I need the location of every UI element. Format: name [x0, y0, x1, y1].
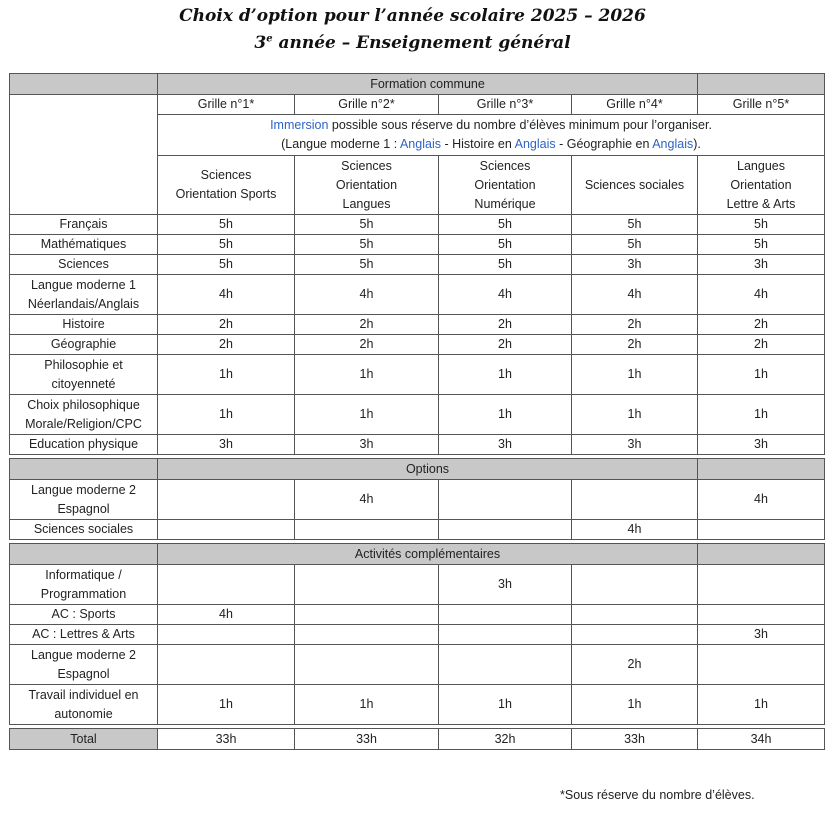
table-row — [10, 645, 825, 685]
row-label — [10, 355, 158, 395]
hours-cell: 1h — [572, 355, 698, 395]
hours-cell — [698, 565, 825, 605]
hours-cell: 5h — [158, 255, 295, 275]
row-label-line: Sciences — [58, 257, 109, 271]
options-table — [9, 458, 825, 540]
row-label — [10, 645, 158, 685]
orientation-line: Orientation — [730, 177, 792, 192]
total-value: 33h — [572, 729, 698, 750]
orientation-cell-1 — [158, 156, 295, 215]
immersion-text: (Langue moderne 1 : — [281, 137, 400, 151]
hours-cell: 4h — [295, 480, 439, 520]
hours-cell: 4h — [572, 520, 698, 540]
hours-cell: 5h — [439, 235, 572, 255]
formation-commune-table — [9, 73, 825, 455]
table-row — [10, 435, 825, 455]
row-label-line: Langue moderne 2 — [31, 647, 136, 662]
hours-cell: 3h — [572, 255, 698, 275]
hours-cell — [572, 625, 698, 645]
total-table — [9, 728, 825, 750]
hours-cell: 4h — [158, 605, 295, 625]
grid-header-2: Grille n°2* — [295, 95, 439, 115]
hours-cell: 2h — [698, 335, 825, 355]
orientation-cell-3 — [439, 156, 572, 215]
hours-cell: 4h — [698, 275, 825, 315]
immersion-line-1: possible sous réserve du nombre d’élèves minimum pour l’organiser. — [328, 118, 712, 132]
table-row — [10, 235, 825, 255]
table-row — [10, 255, 825, 275]
corner-cell — [10, 544, 158, 565]
table-row — [10, 605, 825, 625]
hours-cell: 5h — [295, 235, 439, 255]
orientation-cell-2 — [295, 156, 439, 215]
immersion-lang: Anglais — [514, 137, 556, 151]
row-label-line: Philosophie et — [44, 357, 123, 372]
orientation-line: Sciences — [200, 168, 252, 182]
total-value: 32h — [439, 729, 572, 750]
hours-cell — [572, 480, 698, 520]
heading-filler — [698, 74, 825, 95]
hours-cell: 1h — [698, 355, 825, 395]
hours-cell: 5h — [158, 235, 295, 255]
orientation-line: Langues — [737, 158, 785, 173]
section-heading: Options — [158, 459, 698, 480]
hours-cell: 5h — [698, 235, 825, 255]
hours-cell: 2h — [572, 315, 698, 335]
immersion-lang: Anglais — [399, 137, 441, 151]
table-row — [10, 395, 825, 435]
grid-header-1: Grille n°1* — [158, 95, 295, 115]
hours-cell: 3h — [572, 435, 698, 455]
hours-cell: 3h — [439, 565, 572, 605]
hours-cell: 4h — [158, 275, 295, 315]
page-title — [0, 6, 825, 26]
activites-table — [9, 543, 825, 725]
hours-cell: 2h — [439, 335, 572, 355]
hours-cell: 1h — [158, 355, 295, 395]
row-label — [10, 235, 158, 255]
hours-cell: 1h — [439, 355, 572, 395]
row-label-line: Histoire — [62, 317, 105, 331]
hours-cell — [572, 605, 698, 625]
row-label-line: AC : Lettres & Arts — [32, 627, 135, 641]
hours-cell: 5h — [698, 215, 825, 235]
grid-header-4: Grille n°4* — [572, 95, 698, 115]
grid-header-3: Grille n°3* — [439, 95, 572, 115]
hours-cell — [158, 565, 295, 605]
total-value: 34h — [698, 729, 825, 750]
hours-cell — [439, 480, 572, 520]
table-row — [10, 625, 825, 645]
corner-cell — [10, 459, 158, 480]
hours-cell: 2h — [295, 335, 439, 355]
heading-filler — [698, 544, 825, 565]
hours-cell: 1h — [158, 395, 295, 435]
row-label — [10, 520, 158, 540]
table-row — [10, 685, 825, 725]
table-row — [10, 335, 825, 355]
row-label — [10, 395, 158, 435]
subtitle-superscript: e — [266, 33, 273, 45]
row-label — [10, 255, 158, 275]
orientation-line: Lettre & Arts — [726, 196, 796, 211]
table-row — [10, 355, 825, 395]
row-label-line: Morale/Religion/CPC — [25, 416, 142, 431]
row-label-line: autonomie — [54, 706, 113, 721]
corner-cell — [10, 74, 158, 95]
table-row — [10, 480, 825, 520]
row-label-line: Français — [59, 217, 108, 231]
hours-cell: 2h — [158, 335, 295, 355]
hours-cell — [295, 520, 439, 540]
row-label-line: Education physique — [28, 437, 139, 451]
hours-cell: 1h — [698, 395, 825, 435]
row-label-line: Langue moderne 2 — [31, 482, 136, 497]
hours-cell: 5h — [295, 255, 439, 275]
immersion-word: Immersion — [270, 118, 329, 132]
hours-cell — [295, 605, 439, 625]
hours-cell: 1h — [295, 355, 439, 395]
hours-cell: 2h — [158, 315, 295, 335]
hours-cell — [439, 625, 572, 645]
section-heading: Formation commune — [158, 74, 698, 95]
hours-cell: 5h — [572, 215, 698, 235]
grid-header-5: Grille n°5* — [698, 95, 825, 115]
orientation-cell-4 — [572, 156, 698, 215]
footnote: *Sous réserve du nombre d’élèves. — [560, 788, 755, 802]
row-label — [10, 480, 158, 520]
row-label-line: Espagnol — [57, 501, 110, 516]
hours-cell — [439, 520, 572, 540]
blank-label-cell — [10, 95, 158, 215]
hours-cell: 3h — [158, 435, 295, 455]
hours-cell: 5h — [572, 235, 698, 255]
hours-cell: 4h — [295, 275, 439, 315]
hours-cell — [572, 565, 698, 605]
row-label-line: Mathématiques — [40, 237, 127, 251]
row-label-line: Sciences sociales — [33, 522, 134, 536]
total-label: Total — [10, 729, 158, 750]
row-label-line: Espagnol — [57, 666, 110, 681]
row-label-line: Travail individuel en — [28, 687, 139, 702]
immersion-text: - Géographie en — [555, 137, 653, 151]
hours-cell: 5h — [295, 215, 439, 235]
immersion-lang: Anglais — [652, 137, 694, 151]
row-label — [10, 315, 158, 335]
orientation-cell-5 — [698, 156, 825, 215]
hours-cell: 5h — [158, 215, 295, 235]
hours-cell — [158, 625, 295, 645]
hours-cell: 1h — [572, 395, 698, 435]
hours-cell: 1h — [439, 685, 572, 725]
hours-cell: 3h — [698, 435, 825, 455]
row-label-line: Programmation — [40, 586, 127, 601]
row-label-line: Langue moderne 1 — [31, 277, 136, 292]
table-row — [10, 520, 825, 540]
row-label-line: AC : Sports — [51, 607, 116, 621]
hours-cell: 4h — [698, 480, 825, 520]
hours-cell — [439, 605, 572, 625]
immersion-text: - Histoire en — [440, 137, 515, 151]
table-row — [10, 565, 825, 605]
hours-cell — [295, 625, 439, 645]
orientation-line: Orientation Sports — [175, 187, 277, 201]
hours-cell: 1h — [295, 395, 439, 435]
hours-cell — [439, 645, 572, 685]
hours-cell: 1h — [439, 395, 572, 435]
row-label-line: Choix philosophique — [27, 397, 140, 412]
row-label — [10, 335, 158, 355]
row-label-line: Informatique / — [45, 567, 122, 582]
immersion-note — [158, 115, 825, 156]
orientation-line: Sciences — [479, 158, 531, 173]
hours-cell: 3h — [295, 435, 439, 455]
hours-cell: 2h — [295, 315, 439, 335]
orientation-line: Numérique — [474, 196, 536, 211]
hours-cell: 3h — [439, 435, 572, 455]
total-value: 33h — [295, 729, 439, 750]
row-label — [10, 685, 158, 725]
hours-cell: 1h — [698, 685, 825, 725]
total-value: 33h — [158, 729, 295, 750]
row-label — [10, 565, 158, 605]
hours-cell: 2h — [439, 315, 572, 335]
row-label — [10, 275, 158, 315]
orientation-line: Orientation — [335, 177, 398, 192]
hours-cell — [295, 645, 439, 685]
title-line-1: Choix d’option pour l’année scolaire 2025 – 2026 — [179, 6, 646, 26]
hours-cell — [158, 645, 295, 685]
table-row — [10, 215, 825, 235]
hours-cell: 5h — [439, 255, 572, 275]
hours-cell: 2h — [572, 335, 698, 355]
section-heading: Activités complémentaires — [158, 544, 698, 565]
hours-cell: 2h — [572, 645, 698, 685]
hours-cell: 2h — [698, 315, 825, 335]
orientation-line: Orientation — [474, 177, 536, 192]
orientation-line: Sciences — [341, 158, 392, 173]
hours-cell: 1h — [295, 685, 439, 725]
page-subtitle — [0, 33, 825, 53]
orientation-line: Langues — [342, 196, 391, 211]
row-label — [10, 605, 158, 625]
hours-cell — [158, 520, 295, 540]
row-label — [10, 435, 158, 455]
orientation-line: Sciences sociales — [584, 177, 685, 192]
heading-filler — [698, 459, 825, 480]
hours-cell — [698, 520, 825, 540]
immersion-text: ). — [693, 137, 701, 151]
hours-cell — [158, 480, 295, 520]
hours-cell: 4h — [439, 275, 572, 315]
row-label-line: citoyenneté — [51, 376, 116, 391]
subtitle-text: année – Enseignement général — [272, 33, 571, 53]
hours-cell: 5h — [439, 215, 572, 235]
row-label — [10, 215, 158, 235]
row-label-line: Néerlandais/Anglais — [27, 296, 140, 311]
table-row — [10, 275, 825, 315]
subtitle-number: 3 — [254, 33, 267, 53]
hours-cell: 3h — [698, 255, 825, 275]
hours-cell: 1h — [572, 685, 698, 725]
hours-cell: 3h — [698, 625, 825, 645]
hours-cell: 1h — [158, 685, 295, 725]
table-row — [10, 315, 825, 335]
row-label — [10, 625, 158, 645]
row-label-line: Géographie — [50, 337, 117, 351]
hours-cell — [698, 645, 825, 685]
hours-cell — [698, 605, 825, 625]
hours-cell — [295, 565, 439, 605]
hours-cell: 4h — [572, 275, 698, 315]
